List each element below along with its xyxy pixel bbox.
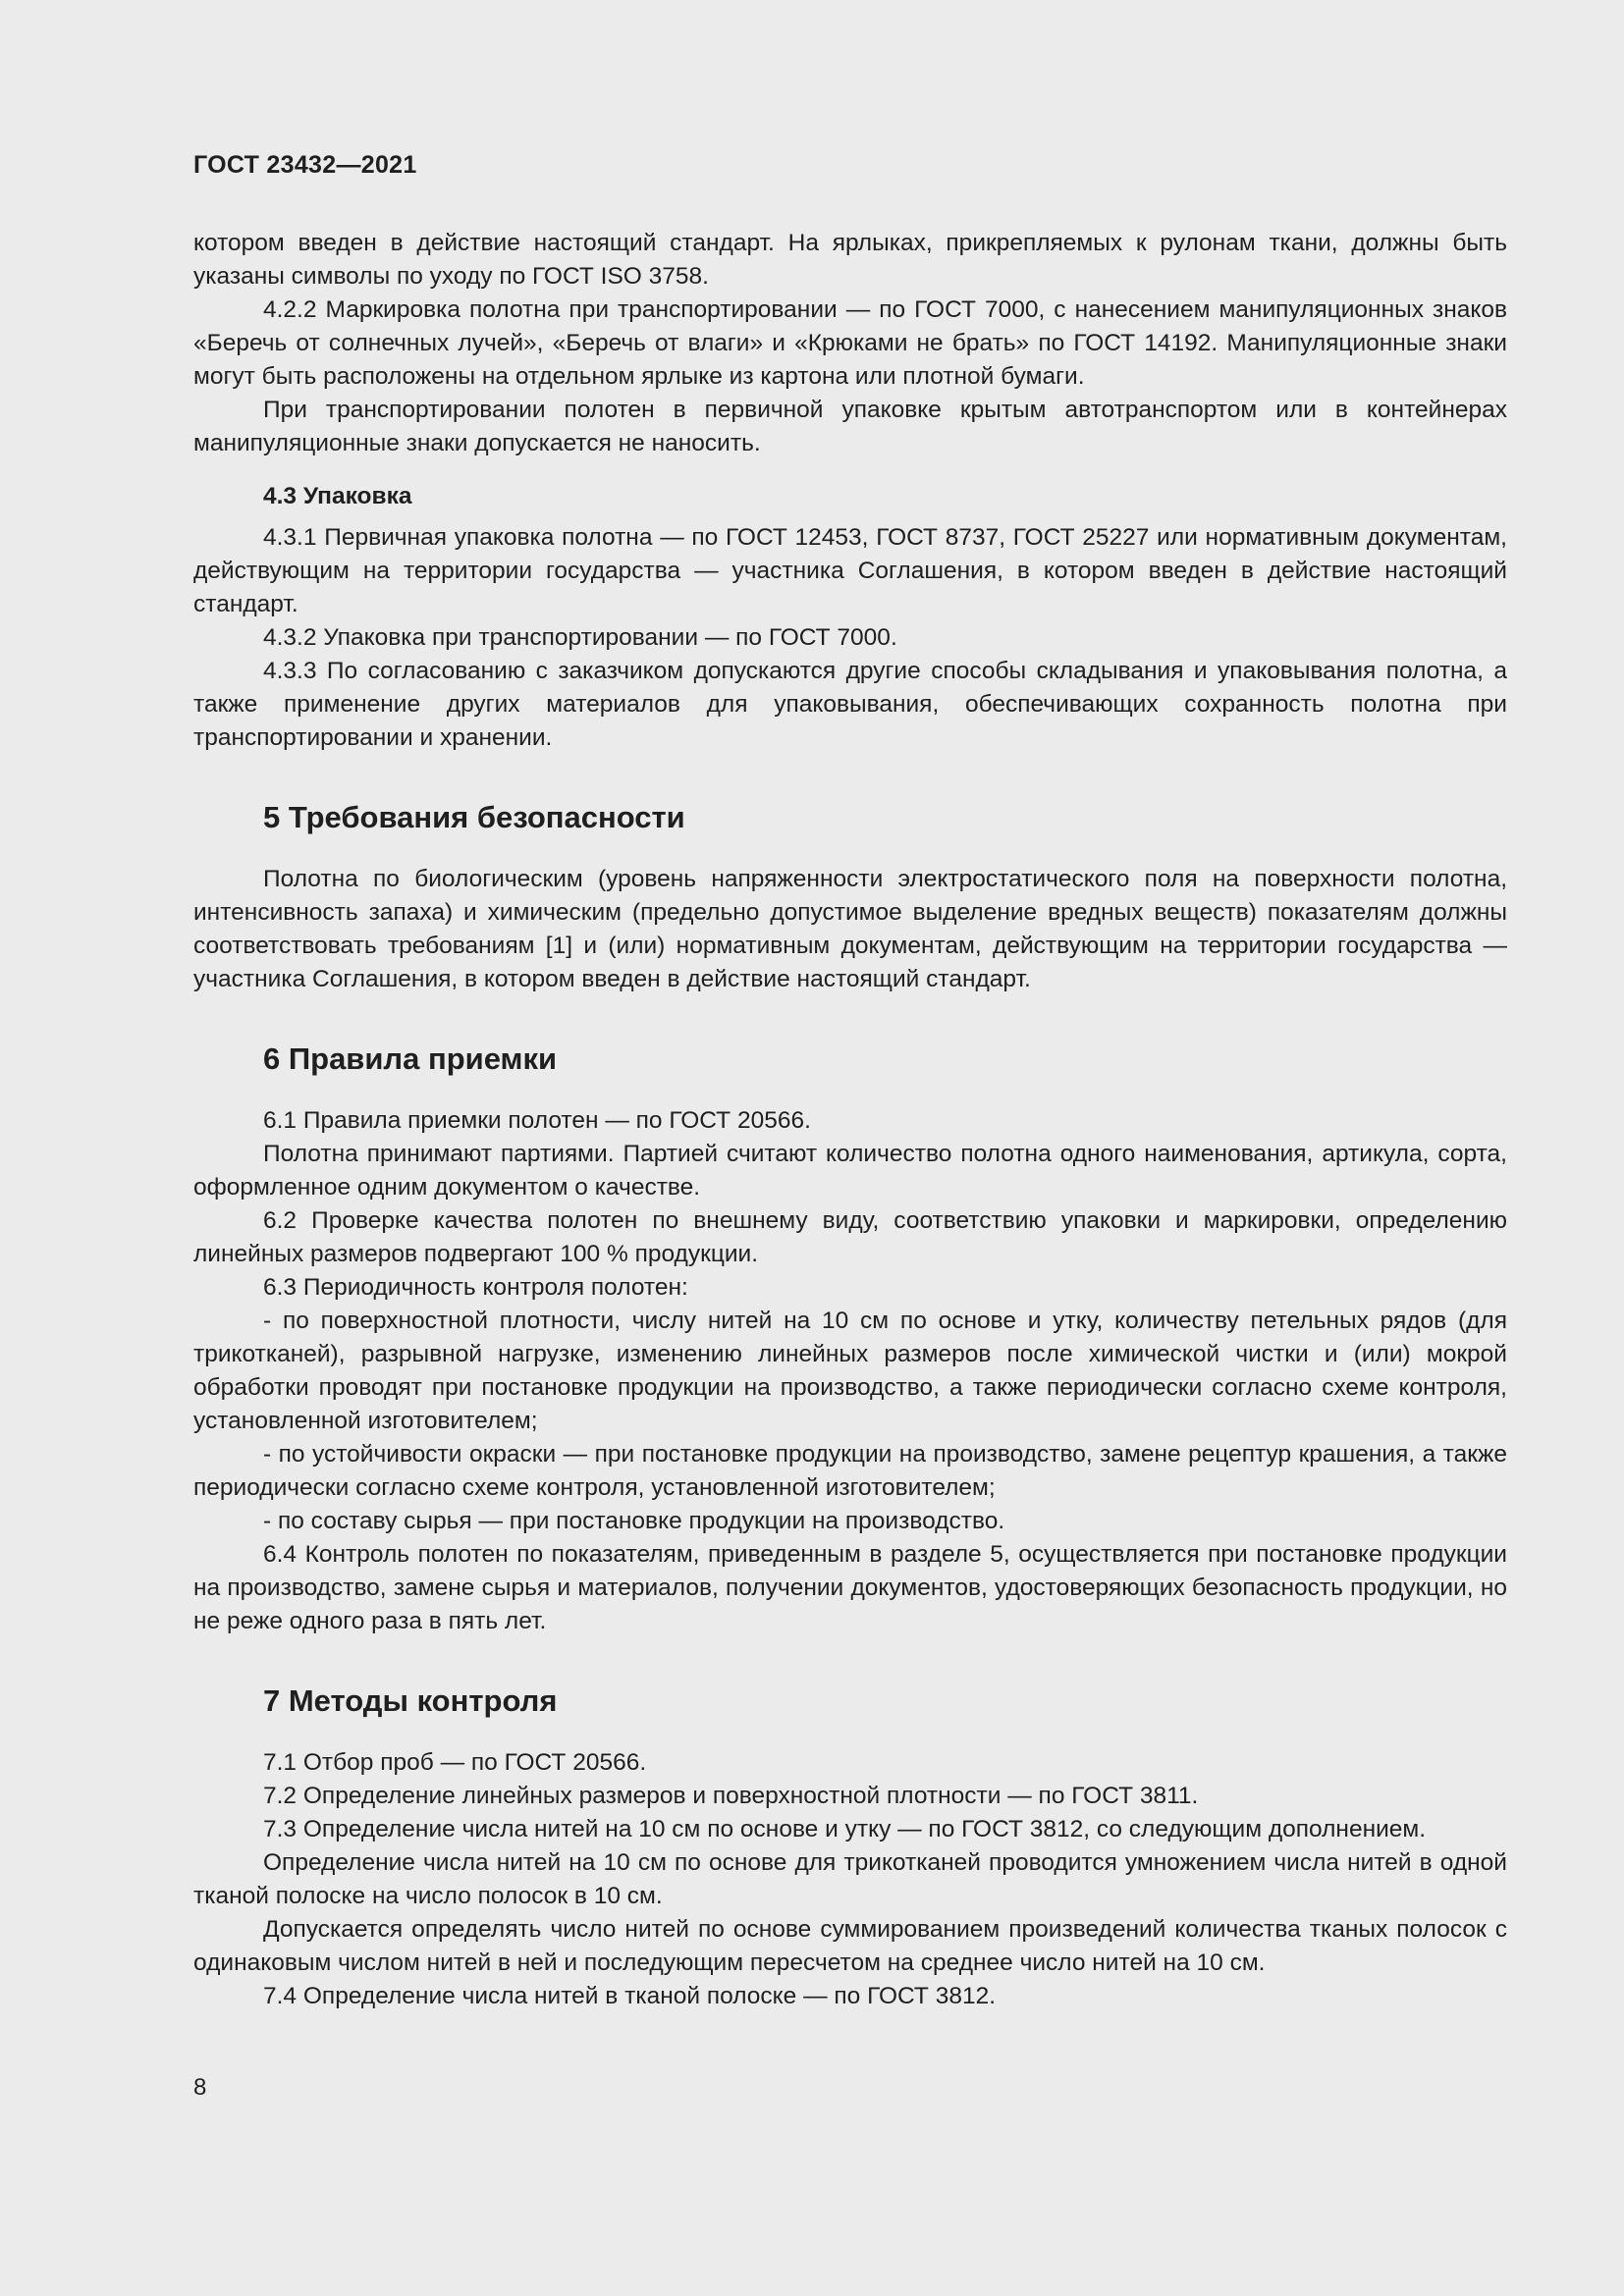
paragraph-continuation: котором введен в действие настоящий стандарт. На ярлыках, прикрепляемых к рулонам ткани, должны быть указаны символы по уходу по ГОСТ ISO 3758. <box>193 230 1507 290</box>
paragraph-thread-count-sum: Допускается определять число нитей по основе суммированием произведений количества тканых полосок с одинаковым числом нитей в ней и последующим пересчетом на среднее число нитей на 10 см. <box>193 1916 1507 1976</box>
paragraph-thread-count-knit: Определение числа нитей на 10 см по основе для трикотканей проводится умножением числа нитей в одной тканой полоске на число полосок в 10 см. <box>193 1849 1507 1909</box>
section-heading-7: 7 Методы контроля <box>263 1683 558 1718</box>
paragraph-6-3: 6.3 Периодичность контроля полотен: <box>263 1274 688 1301</box>
paragraph-7-4: 7.4 Определение числа нитей в тканой полоске — по ГОСТ 3812. <box>263 1983 997 2009</box>
section-heading-6: 6 Правила приемки <box>263 1041 558 1076</box>
paragraph-6-2: 6.2 Проверке качества полотен по внешнему виду, соответствию упаковки и маркировки, определению линейных размеров подвергают 100 % продукции. <box>193 1207 1507 1267</box>
paragraph-6-4: 6.4 Контроль полотен по показателям, приведенным в разделе 5, осуществляется при постановке продукции на производство, замене сырья и материалов, получении документов, удостоверяющих безопасность продукции, но не реже одного раза в пять лет. <box>193 1541 1507 1634</box>
subsection-heading-4-3: 4.3 Упаковка <box>263 483 412 509</box>
paragraph-7-1: 7.1 Отбор проб — по ГОСТ 20566. <box>263 1749 647 1776</box>
list-item-color-fastness: - по устойчивости окраски — при постановке продукции на производство, замене рецептур крашения, а также периодически согласно схеме контроля, установленной изготовителем; <box>193 1441 1507 1501</box>
list-item-raw-material: - по составу сырья — при постановке продукции на производство. <box>263 1508 1005 1534</box>
paragraph-7-3: 7.3 Определение числа нитей на 10 см по основе и утку — по ГОСТ 3812, со следующим дополнением. <box>263 1816 1427 1842</box>
paragraph-4-2-2: 4.2.2 Маркировка полотна при транспортировании — по ГОСТ 7000, с нанесением манипуляционных знаков «Беречь от солнечных лучей», «Беречь от влаги» и «Крюками не брать» по ГОСТ 14192. Манипуляционные знаки могут быть расположены на отдельном ярлыке из картона или плотной бумаги. <box>193 296 1507 390</box>
paragraph-4-3-2: 4.3.2 Упаковка при транспортировании — по ГОСТ 7000. <box>263 624 897 651</box>
paragraph-transport-note: При транспортировании полотен в первичной упаковке крытым автотранспортом или в контейнерах манипуляционные знаки допускается не наносить. <box>193 397 1507 456</box>
list-item-density: - по поверхностной плотности, числу нитей на 10 см по основе и утку, количеству петельных рядов (для трикотканей), разрывной нагрузке, изменению линейных размеров после химической чистки и (или) мокрой обработки проводят при постановке продукции на производство, а также периодически согласно схеме контроля, установленной изготовителем; <box>193 1308 1507 1434</box>
paragraph-6-1: 6.1 Правила приемки полотен — по ГОСТ 20566. <box>263 1107 811 1134</box>
paragraph-7-2: 7.2 Определение линейных размеров и поверхностной плотности — по ГОСТ 3811. <box>263 1783 1199 1809</box>
paragraph-4-3-1: 4.3.1 Первичная упаковка полотна — по ГОСТ 12453, ГОСТ 8737, ГОСТ 25227 или нормативным документам, действующим на территории государства — участника Соглашения, в котором введен в действие настоящий стандарт. <box>193 524 1507 617</box>
paragraph-batches: Полотна принимают партиями. Партией считают количество полотна одного наименования, артикула, сорта, оформленное одним документом о качестве. <box>193 1141 1507 1201</box>
document-body <box>193 227 1507 2013</box>
document-code-header: ГОСТ 23432—2021 <box>193 151 417 179</box>
page-number: 8 <box>193 2074 207 2101</box>
section-heading-5: 5 Требования безопасности <box>263 800 685 834</box>
paragraph-safety-requirements: Полотна по биологическим (уровень напряженности электростатического поля на поверхности полотна, интенсивность запаха) и химическим (предельно допустимое выделение вредных веществ) показателям должны соответствовать требованиям [1] и (или) нормативным документам, действующим на территории государства — участника Соглашения, в котором введен в действие настоящий стандарт. <box>193 866 1507 992</box>
paragraph-4-3-3: 4.3.3 По согласованию с заказчиком допускаются другие способы складывания и упаковывания полотна, а также применение других материалов для упаковывания, обеспечивающих сохранность полотна при транспортировании и хранении. <box>193 658 1507 751</box>
